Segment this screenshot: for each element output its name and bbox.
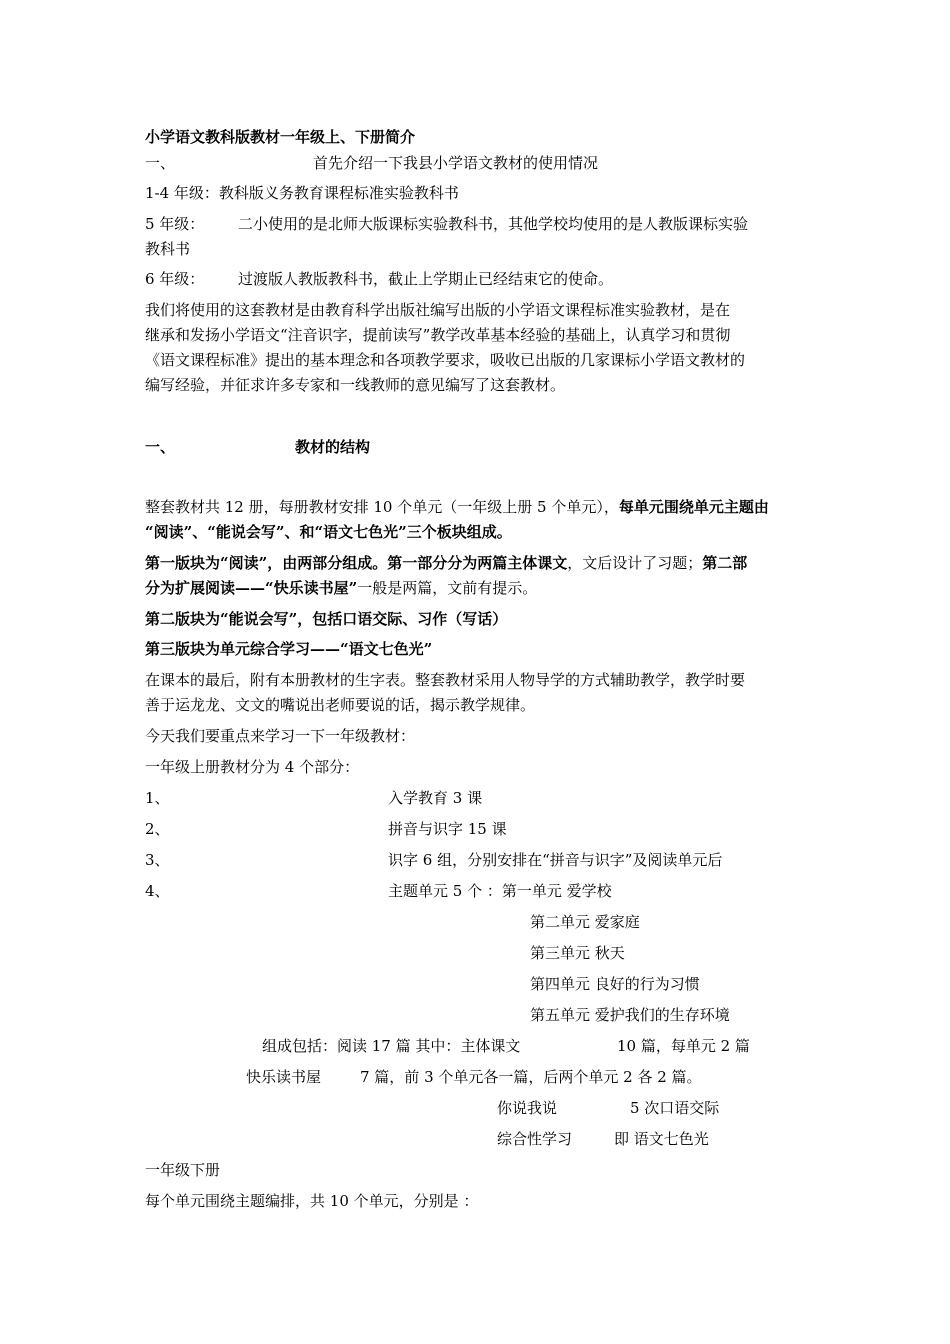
structure-p1-line2: “阅读”、“能说会写”、和“语文七色光”三个板块组成。	[145, 523, 512, 541]
structure-p5-line2: 善于运龙龙、文文的嘴说出老师要说的话，揭示教学规律。	[145, 696, 536, 714]
intro-line-4: 编写经验，并征求许多专家和一线教师的意见编写了这套教材。	[145, 376, 566, 394]
document-title: 小学语文教科版教材一年级上、下册简介	[145, 128, 416, 146]
grade-5-text-cont: 教科书	[145, 240, 191, 258]
part-2-text: 拼音与识字 15 课	[388, 820, 507, 838]
structure-p2-bold-a: 第一版块为“阅读”，由两部分组成。第一部分分为两篇主体课文	[145, 554, 568, 572]
grade-6-label: 6 年级：	[145, 270, 205, 288]
composition-line2-b: 7 篇，前 3 个单元各一篇，后两个单元 2 各 2 篇。	[360, 1068, 702, 1086]
intro-line-2: 继承和发扬小学语文“注音识字，提前读写”教学改革基本经验的基础上，认真学习和贯彻	[145, 326, 731, 344]
structure-p2-normal-b: 一般是两篇，文前有提示。	[357, 579, 538, 597]
structure-p4: 第三版块为单元综合学习——“语文七色光”	[145, 640, 433, 658]
section-two-number: 一、	[145, 438, 176, 456]
intro-line-3: 《语文课程标准》提出的基本理念和各项教学要求，吸收已出版的几家课标小学语文教材的	[145, 351, 746, 369]
structure-p2-bold-b: 第二部	[702, 554, 748, 572]
grade-1-4-line: 1-4 年级：教科版义务教育课程标准实验教科书	[145, 184, 459, 202]
composition-line3-b: 5 次口语交际	[630, 1099, 720, 1117]
structure-p2-bold-c: 分为扩展阅读——“快乐读书屋”	[145, 579, 358, 597]
structure-p7: 一年级上册教材分为 4 个部分：	[145, 758, 360, 776]
composition-line1-a: 组成包括：阅读 17 篇 其中：主体课文	[262, 1037, 521, 1055]
structure-p1-bold: 每单元围绕单元主题由	[618, 498, 769, 516]
part-3-text: 识字 6 组，分别安排在“拼音与识字”及阅读单元后	[388, 851, 723, 869]
structure-p3: 第二版块为“能说会写”，包括口语交际、习作（写话）	[145, 610, 508, 628]
unit-5: 第五单元 爱护我们的生存环境	[530, 1006, 730, 1024]
structure-p1-normal: 整套教材共 12 册，每册教材安排 10 个单元（一年级上册 5 个单元），	[145, 498, 619, 516]
part-3-number: 3、	[145, 851, 170, 869]
unit-3: 第三单元 秋天	[530, 944, 625, 962]
unit-4: 第四单元 良好的行为习惯	[530, 975, 700, 993]
grade-5-text: 二小使用的是北师大版课标实验教科书，其他学校均使用的是人教版课标实验	[238, 215, 749, 233]
grade-6-text: 过渡版人教版教科书，截止上学期止已经结束它的使命。	[238, 270, 614, 288]
structure-p2-line1	[145, 553, 747, 573]
part-2-number: 2、	[145, 820, 170, 838]
unit-2: 第二单元 爱家庭	[530, 913, 640, 931]
composition-line1-b: 10 篇，每单元 2 篇	[617, 1037, 750, 1055]
composition-line4-b: 即 语文七色光	[614, 1130, 709, 1148]
lower-heading: 一年级下册	[145, 1161, 221, 1179]
grade-5-label: 5 年级：	[145, 215, 205, 233]
structure-p5-line1: 在课本的最后，附有本册教材的生字表。整套教材采用人物导学的方式辅助教学，教学时要	[145, 671, 746, 689]
section-one-number: 一、	[145, 154, 176, 172]
structure-p2-line2	[145, 578, 537, 598]
part-4-text: 主题单元 5 个 ：第一单元 爱学校	[388, 882, 612, 900]
structure-p2-normal: ，文后设计了习题；	[567, 554, 703, 572]
structure-p1-line1	[145, 497, 769, 517]
composition-line2-a: 快乐读书屋	[246, 1068, 322, 1086]
section-two-heading: 教材的结构	[295, 438, 371, 456]
part-1-number: 1、	[145, 789, 170, 807]
part-4-number: 4、	[145, 882, 170, 900]
composition-line4-a: 综合性学习	[497, 1130, 573, 1148]
part-1-text: 入学教育 3 课	[388, 789, 483, 807]
lower-text: 每个单元围绕主题编排，共 10 个单元，分别是 ：	[145, 1192, 479, 1210]
section-one-text: 首先介绍一下我县小学语文教材的使用情况	[313, 154, 599, 172]
intro-line-1: 我们将使用的这套教材是由教育科学出版社编写出版的小学语文课程标准实验教材，是在	[145, 301, 731, 319]
composition-line3-a: 你说我说	[497, 1099, 558, 1117]
structure-p6: 今天我们要重点来学习一下一年级教材：	[145, 727, 416, 745]
